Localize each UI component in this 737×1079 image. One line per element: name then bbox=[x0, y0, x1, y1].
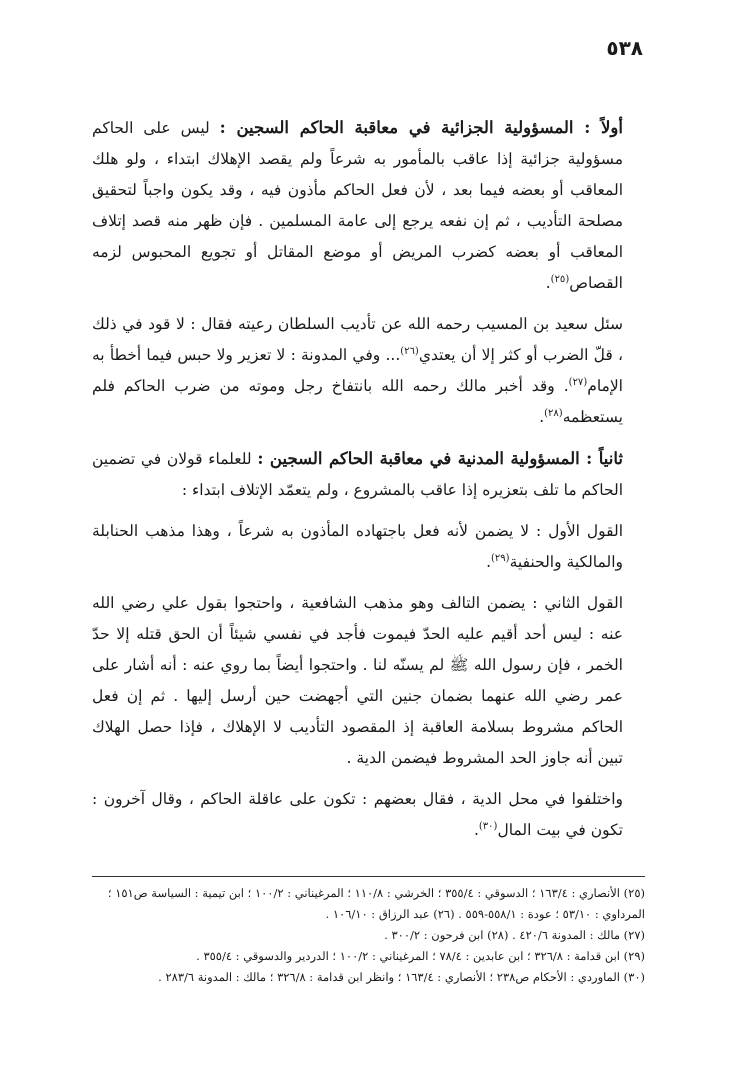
section-1-end: . bbox=[545, 274, 551, 292]
section-2-heading: ثانياً : المسؤولية المدنية في معاقبة الحاكم السجين : bbox=[257, 449, 623, 468]
paragraph-first-opinion bbox=[92, 516, 645, 578]
footnote-ref-27[interactable]: (٢٧) bbox=[568, 376, 588, 388]
second-opinion-text: القول الثاني : يضمن التالف وهو مذهب الشافعية ، واحتجوا بقول علي رضي الله عنه : ليس أحد أقيم عليه الحدّ فيموت فأجد في نفسي شيئاً أن الحق قتله إلا حدّ الخمر ، فإن رسول الله ﷺ لم يسنّه لنا . واحتجوا أيضاً بما روي عنه : أنه أشار على عمر رضي الله عنهما بضمان جنين التي أجهضت حين أرسل إليها . ثم إن فعل الحاكم مشروط بسلامة العاقبة إذ المقصود التأديب لا الإهلاك ، فإذا حصل الهلاك تبين أنه جاوز الحد المشروط فيضمن الدية . bbox=[92, 594, 623, 767]
footnote-25-26: (٢٥) الأنصاري : ١٦٣/٤ ؛ الدسوقي : ٣٥٥/٤ ؛ الخرشي : ١١٠/٨ ؛ المرغيناني : ١٠٠/٢ ؛ ابن تيمية : السياسة ص١٥١ ؛ المرداوي : ٥٣/١٠ ؛ عودة : ٥٥٨/١-٥٥٩ . (٢٦) عبد الرزاق : ١٠٦/١٠ . bbox=[107, 886, 645, 921]
footnote-ref-28[interactable]: (٢٨) bbox=[544, 407, 563, 419]
page-number: ٥٣٨ bbox=[606, 36, 643, 60]
paragraph-2-text-c: . وقد أخبر مالك رحمه الله بانتفاخ رجل وموته من ضرب الحاكم فلم يستعظمه bbox=[92, 377, 623, 426]
section-2-paragraph bbox=[92, 443, 645, 506]
main-text bbox=[92, 112, 645, 846]
paragraph-2-end: . bbox=[539, 408, 545, 426]
footnote-ref-29[interactable]: (٢٩) bbox=[491, 552, 510, 564]
first-opinion-text: القول الأول : لا يضمن لأنه فعل باجتهاده المأذون به شرعاً ، وهذا مذهب الحنابلة والمالكية والحنفية bbox=[92, 522, 623, 571]
section-1-heading: أولاً : المسؤولية الجزائية في معاقبة الحاكم السجين : bbox=[219, 118, 623, 137]
section-1-text: ليس على الحاكم مسؤولية جزائية إذا عاقب بالمأمور به شرعاً ولم يقصد الإهلاك ابتداء ، ولو هلك المعاقب أو بعضه فيما بعد ، لأن فعل الحاكم مأذون فيه ، وقد يكون واجباً لتحقيق مصلحة التأديب ، ثم إن نفعه يرجع إلى عامة المسلمين . فإن ظهر منه قصد إتلاف المعاقب أو بعضه كضرب المريض أو موضع المقاتل أو تجويع المحبوس لزمه القصاص bbox=[92, 119, 624, 292]
paragraph-diyah-location bbox=[92, 784, 645, 846]
paragraph-second-opinion bbox=[92, 588, 645, 774]
footnote-29: (٢٩) ابن قدامة : ٣٢٦/٨ ؛ ابن عابدين : ٧٨/٤ ؛ المرغيناني : ١٠٠/٢ ؛ الدردير والدسوقي : ٣٥٥/٤ . bbox=[196, 949, 645, 963]
footnote-ref-25[interactable]: (٢٥) bbox=[550, 273, 570, 285]
first-opinion-end: . bbox=[486, 553, 492, 571]
footnote-30: (٣٠) الماوردي : الأحكام ص٢٣٨ ؛ الأنصاري : ١٦٣/٤ ؛ وانظر ابن قدامة : ٣٢٦/٨ ؛ مالك : المدونة ٢٨٣/٦ . bbox=[158, 970, 645, 984]
section-2-text: للعلماء قولان في تضمين الحاكم ما تلف بتعزيره إذا عاقب بالمشروع ، ولم يتعمّد الإتلاف ابتداء : bbox=[92, 450, 623, 499]
footnote-ref-30[interactable]: (٣٠) bbox=[478, 820, 498, 832]
paragraph-2-text-a: سئل سعيد بن المسيب رحمه الله عن تأديب السلطان رعيته فقال : لا قود في ذلك ، قلّ الضرب أو كثر إلا أن يعتدي bbox=[92, 315, 624, 364]
paragraph-2 bbox=[92, 309, 645, 433]
paragraph-2-text-b: ... وفي المدونة : لا تعزير ولا حبس فيما أخطأ به الإمام bbox=[92, 346, 623, 395]
diyah-location-text: واختلفوا في محل الدية ، فقال بعضهم : تكون على عاقلة الحاكم ، وقال آخرون : تكون في بيت المال bbox=[92, 790, 623, 839]
footnote-ref-26[interactable]: (٢٦) bbox=[400, 345, 419, 357]
section-1-paragraph bbox=[92, 112, 645, 299]
footnote-27-28: (٢٧) مالك : المدونة ٤٢٠/٦ . (٢٨) ابن فرحون : ٣٠٠/٢ . bbox=[384, 928, 645, 942]
diyah-location-end: . bbox=[473, 821, 479, 839]
footnotes bbox=[92, 876, 645, 988]
